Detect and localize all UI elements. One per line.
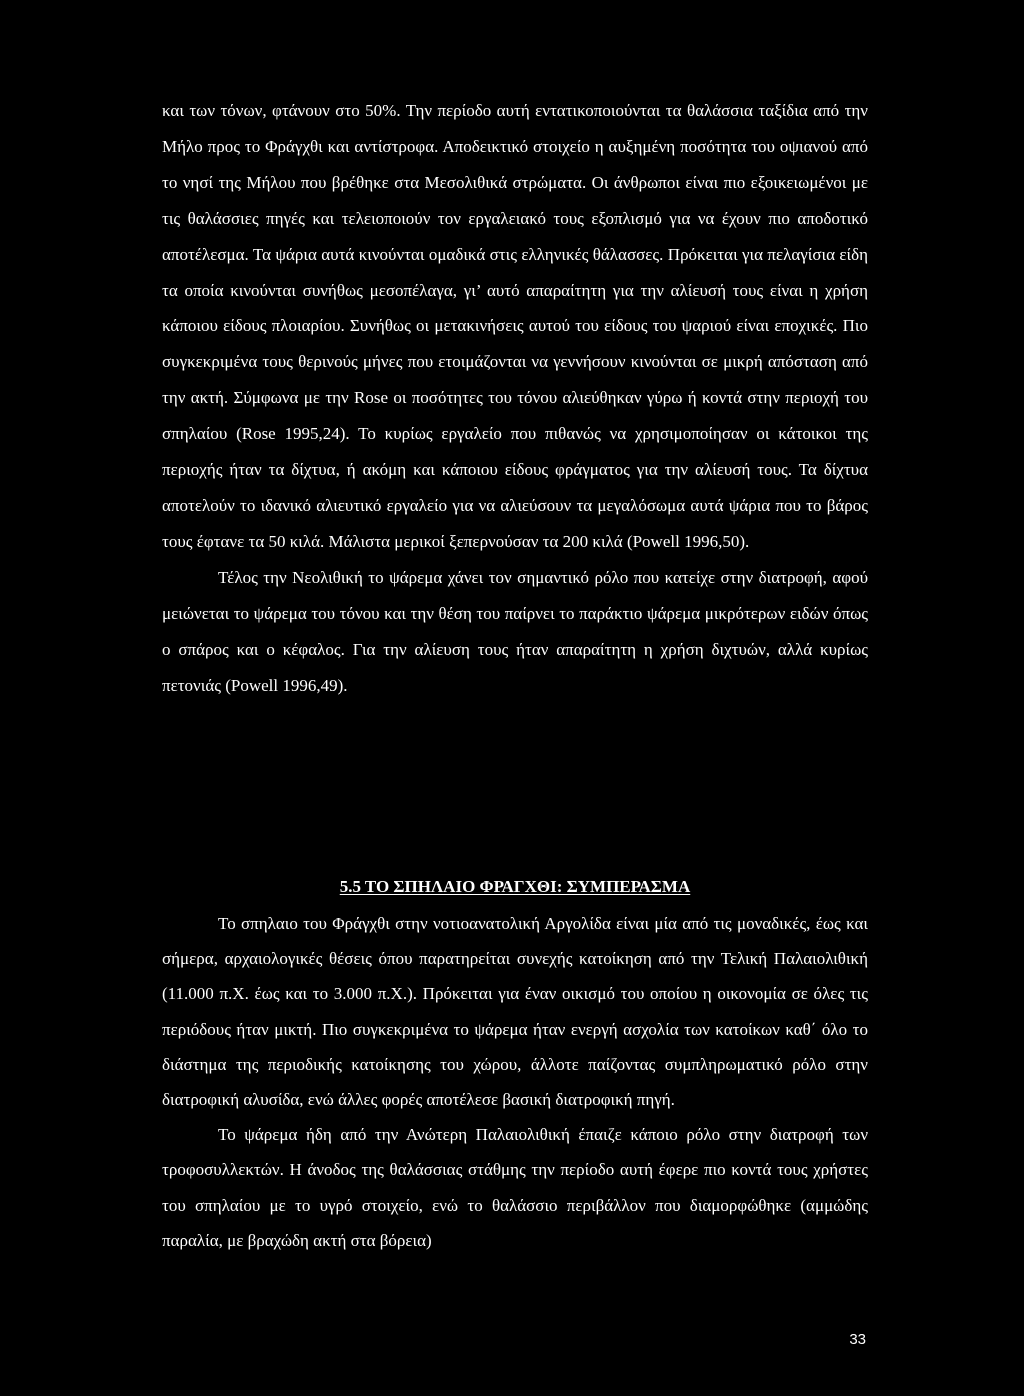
paragraph-conclusion-intro: Το σπηλαιο του Φράγχθι στην νοτιοανατολική Αργολίδα είναι μία από τις μοναδικές, έως και σήμερα, αρχαιολογικές θέσεις όπου παρατηρείται συνεχής κατοίκηση από την Τελική Παλαιολιθική (11.000 π.Χ. έως και το 3.000 π.Χ.). Πρόκειται για έναν οικισμό του οποίου η οικονομία σε όλες τις περιόδους ήταν μικτή. Πιο συγκεκριμένα το ψάρεμα ήταν ενεργή ασχολία των κατοίκων καθ΄ όλο το διάστημα της περιοδικής κατοίκησης του χώρου, άλλοτε παίζοντας συμπληρωματικό ρόλο στην διατροφική αλυσίδα, ενώ άλλες φορές αποτέλεσε βασική διατροφική πηγή. — [162, 914, 868, 1110]
section-heading-text: 5.5 ΤΟ ΣΠΗΛΑΙΟ ΦΡΑΓΧΘΙ: ΣΥΜΠΕΡΑΣΜΑ — [339, 877, 691, 896]
page-number: 33 — [849, 1331, 866, 1348]
paragraph-neolithic-fishing: Τέλος την Νεολιθική το ψάρεμα χάνει τον σημαντικό ρόλο που κατείχε στην διατροφή, αφού μειώνεται το ψάρεμα του τόνου και την θέση του παίρνει το παράκτιο ψάρεμα μικρότερων ειδών όπως ο σπάρος και ο κέφαλος. Για την αλίευση τους ήταν απαραίτητη η χρήση διχτυών, αλλά κυρίως πετονιάς (Powell 1996,49). — [162, 567, 868, 695]
paragraph-upper-paleolithic: Το ψάρεμα ήδη από την Ανώτερη Παλαιολιθική έπαιζε κάποιο ρόλο στην διατροφή των τροφοσυλλεκτών. Η άνοδος της θαλάσσιας στάθμης την περίοδο αυτή έφερε πιο κοντά τους χρήστες του σπηλαίου με το υγρό στοιχείο, ενώ το θαλάσσιο περιβάλλον που διαμορφώθηκε (αμμώδης παραλία, με βραχώδη ακτή στα βόρεια) — [162, 1125, 868, 1250]
section-heading — [162, 872, 868, 902]
body-text-top — [162, 93, 868, 703]
paragraph-tuna-fishing: και των τόνων, φτάνουν στο 50%. Την περίοδο αυτή εντατικοποιούνται τα θαλάσσια ταξίδια από την Μήλο προς το Φράγχθι και αντίστροφα. Αποδεικτικό στοιχείο η αυξημένη ποσότητα του οψιανού από το νησί της Μήλου που βρέθηκε στα Μεσολιθικά στρώματα. Οι άνθρωποι είναι πιο εξοικειωμένοι με τις θαλάσσιες πηγές και τελειοποιούν τον εργαλειακό τους εξοπλισμό για να έχουν πιο αποδοτικό αποτέλεσμα. Τα ψάρια αυτά κινούνται ομαδικά στις ελληνικές θάλασσες. Πρόκειται για πελαγίσια είδη τα οποία κινούνται συνήθως μεσοπέλαγα, γι’ αυτό απαραίτητη για την αλίευσή τους είναι η χρήση κάποιου είδους πλοιαρίου. Συνήθως οι μετακινήσεις αυτού του είδους του ψαριού είναι εποχικές. Πιο συγκεκριμένα τους θερινούς μήνες που ετοιμάζονται να γεννήσουν κινούνται σε μικρή απόσταση από την ακτή. Σύμφωνα με την Rose οι ποσότητες του τόνου αλιεύθηκαν γύρω ή κοντά στην περιοχή του σπηλαίου (Rose 1995,24). Το κυρίως εργαλείο που πιθανώς να χρησιμοποίησαν οι κάτοικοι της περιοχής ήταν τα δίχτυα, ή ακόμη και κάποιου είδους φράγματος για την αλίευσή τους. Τα δίχτυα αποτελούν το ιδανικό αλιευτικό εργαλείο για να αλιεύσουν τα μεγαλόσωμα αυτά ψάρια που το βάρος τους έφτανε τα 50 κιλά. Μάλιστα μερικοί ξεπερνούσαν τα 200 κιλά (Powell 1996,50). — [162, 101, 868, 551]
body-text-bottom — [162, 906, 868, 1258]
